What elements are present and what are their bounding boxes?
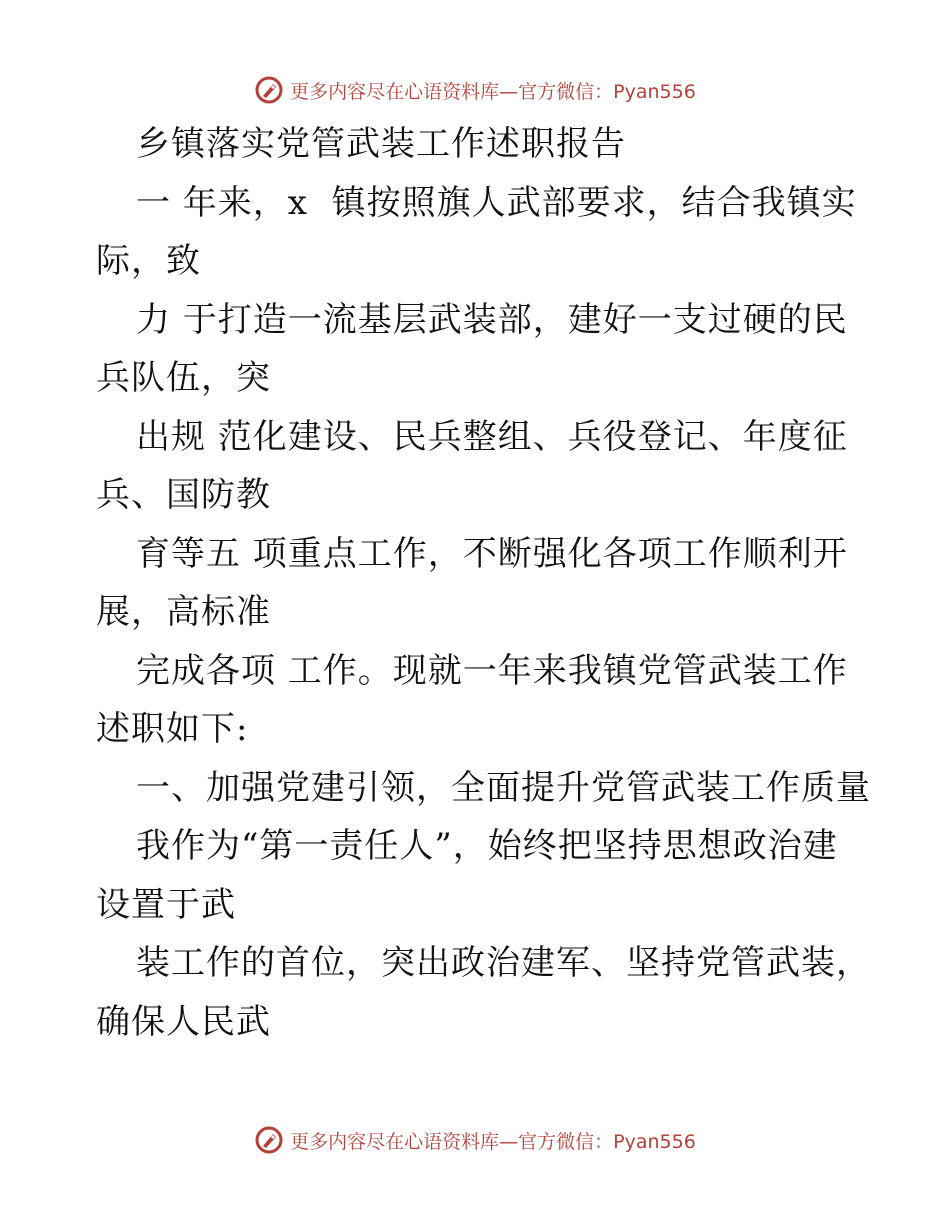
document-title: 乡镇落实党管武装工作述职报告 [136,124,626,164]
paragraph-line: 确保人民武 [96,1001,271,1042]
paragraph-line: 际，致 [96,241,201,281]
banner-text: 更多内容尽在心语资料库—官方微信：Pyan556 [290,80,696,103]
pen-nib-logo-icon [254,1125,284,1155]
paragraph-line: 出规 范化建设、民兵整组、兵役登记、年度征 [136,416,848,457]
paragraph-line: 力 于打造一流基层武装部，建好一支过硬的民 [136,299,848,340]
paragraph-line: 设置于武 [96,884,236,925]
paragraph-line: 兵队伍，突 [96,358,271,398]
document-body [96,115,871,1051]
paragraph-line: 兵、国防教 [96,475,271,515]
paragraph-line: 完成各项 工作。现就一年来我镇党管武装工作 [136,650,848,691]
paragraph-line: 我作为“第一责任人”，始终把坚持思想政治建 [136,826,838,866]
section-heading: 一、加强党建引领，全面提升党管武装工作质量 [136,767,871,808]
header-banner [0,70,950,110]
paragraph-line: 育等五 项重点工作，不断强化各项工作顺利开 [136,533,848,574]
footer-banner [0,1120,950,1160]
paragraph-line: 述职如下: [96,709,249,749]
paragraph-line: 一 年来，x 镇按照旗人武部要求，结合我镇实 [136,182,857,223]
pen-nib-logo-icon [254,75,284,105]
paragraph-line: 装工作的首位，突出政治建军、坚持党管武装， [136,943,871,983]
paragraph-line: 展，高标准 [96,592,271,632]
banner-text: 更多内容尽在心语资料库—官方微信：Pyan556 [290,1130,696,1153]
